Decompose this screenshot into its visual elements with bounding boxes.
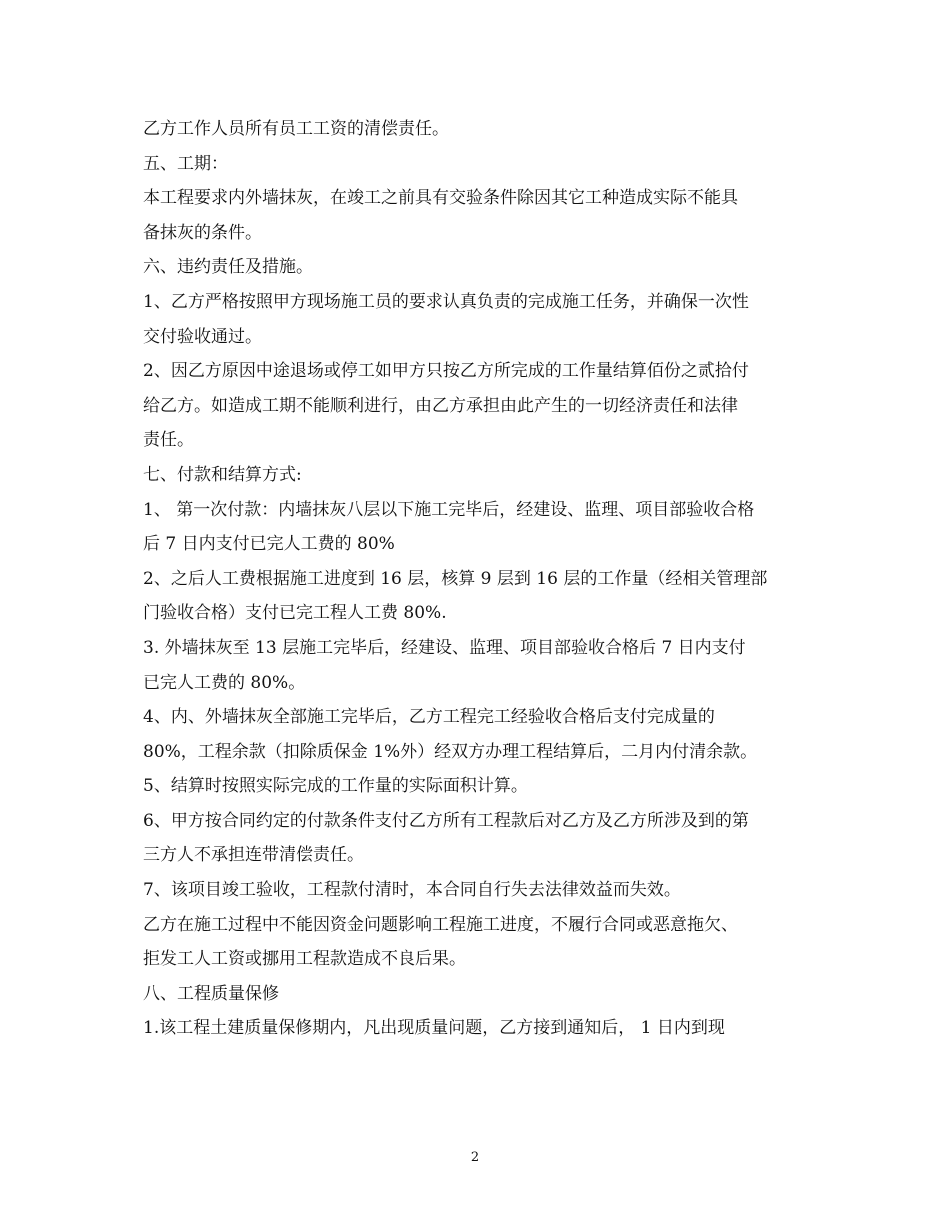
page-number: 2 [470, 1150, 480, 1165]
text-line: 1.该工程土建质量保修期内，凡出现质量问题，乙方接到通知后， 1 日内到现 [143, 1018, 725, 1039]
text-line: 7、该项目竣工验收，工程款付清时，本合同自行失去法律效益而失效。 [143, 880, 681, 901]
text-line: 本工程要求内外墙抹灰，在竣工之前具有交验条件除因其它工种造成实际不能具 [143, 188, 738, 209]
text-line: 交付验收通过。 [143, 326, 262, 347]
text-line: 6、甲方按合同约定的付款条件支付乙方所有工程款后对乙方及乙方所涉及到的第 [143, 810, 749, 831]
text-line: 5、结算时按照实际完成的工作量的实际面积计算。 [143, 776, 528, 797]
text-line: 2、因乙方原因中途退场或停工如甲方只按乙方所完成的工作量结算佰份之贰拾付 [143, 361, 749, 382]
text-line: 拒发工人工资或挪用工程款造成不良后果。 [143, 949, 466, 970]
section-heading: 六、违约责任及措施。 [143, 257, 313, 278]
text-line: 80%，工程余款（扣除质保金 1%外）经双方办理工程结算后，二月内付清余款。 [143, 741, 758, 762]
text-line: 3. 外墙抹灰至 13 层施工完毕后，经建设、监理、项目部验收合格后 7 日内支付 [143, 637, 746, 658]
text-line: 4、内、外墙抹灰全部施工完毕后，乙方工程完工经验收合格后支付完成量的 [143, 707, 715, 728]
section-heading: 八、工程质量保修 [143, 983, 279, 1004]
text-line: 后 7 日内支付已完人工费的 80% [143, 534, 395, 555]
section-heading: 五、工期： [143, 153, 228, 174]
text-line: 责任。 [143, 430, 194, 451]
text-line: 1、乙方严格按照甲方现场施工员的要求认真负责的完成施工任务，并确保一次性 [143, 291, 749, 312]
section-heading: 七、付款和结算方式: [143, 464, 302, 485]
text-line: 备抹灰的条件。 [143, 222, 262, 243]
text-line: 2、之后人工费根据施工进度到 16 层，核算 9 层到 16 层的工作量（经相关管理部 [143, 568, 768, 589]
text-line: 给乙方。如造成工期不能顺利进行，由乙方承担由此产生的一切经济责任和法律 [143, 395, 738, 416]
document-body [143, 112, 823, 1046]
text-line: 乙方在施工过程中不能因资金问题影响工程施工进度，不履行合同或恶意拖欠、 [143, 914, 738, 935]
text-line: 门验收合格）支付已完工程人工费 80%. [143, 603, 447, 624]
text-line: 三方人不承担连带清偿责任。 [143, 845, 364, 866]
text-line: 乙方工作人员所有员工工资的清偿责任。 [143, 119, 449, 139]
text-line: 已完人工费的 80%。 [143, 672, 306, 693]
text-line: 1、 第一次付款：内墙抹灰八层以下施工完毕后，经建设、监理、项目部验收合格 [143, 499, 755, 520]
